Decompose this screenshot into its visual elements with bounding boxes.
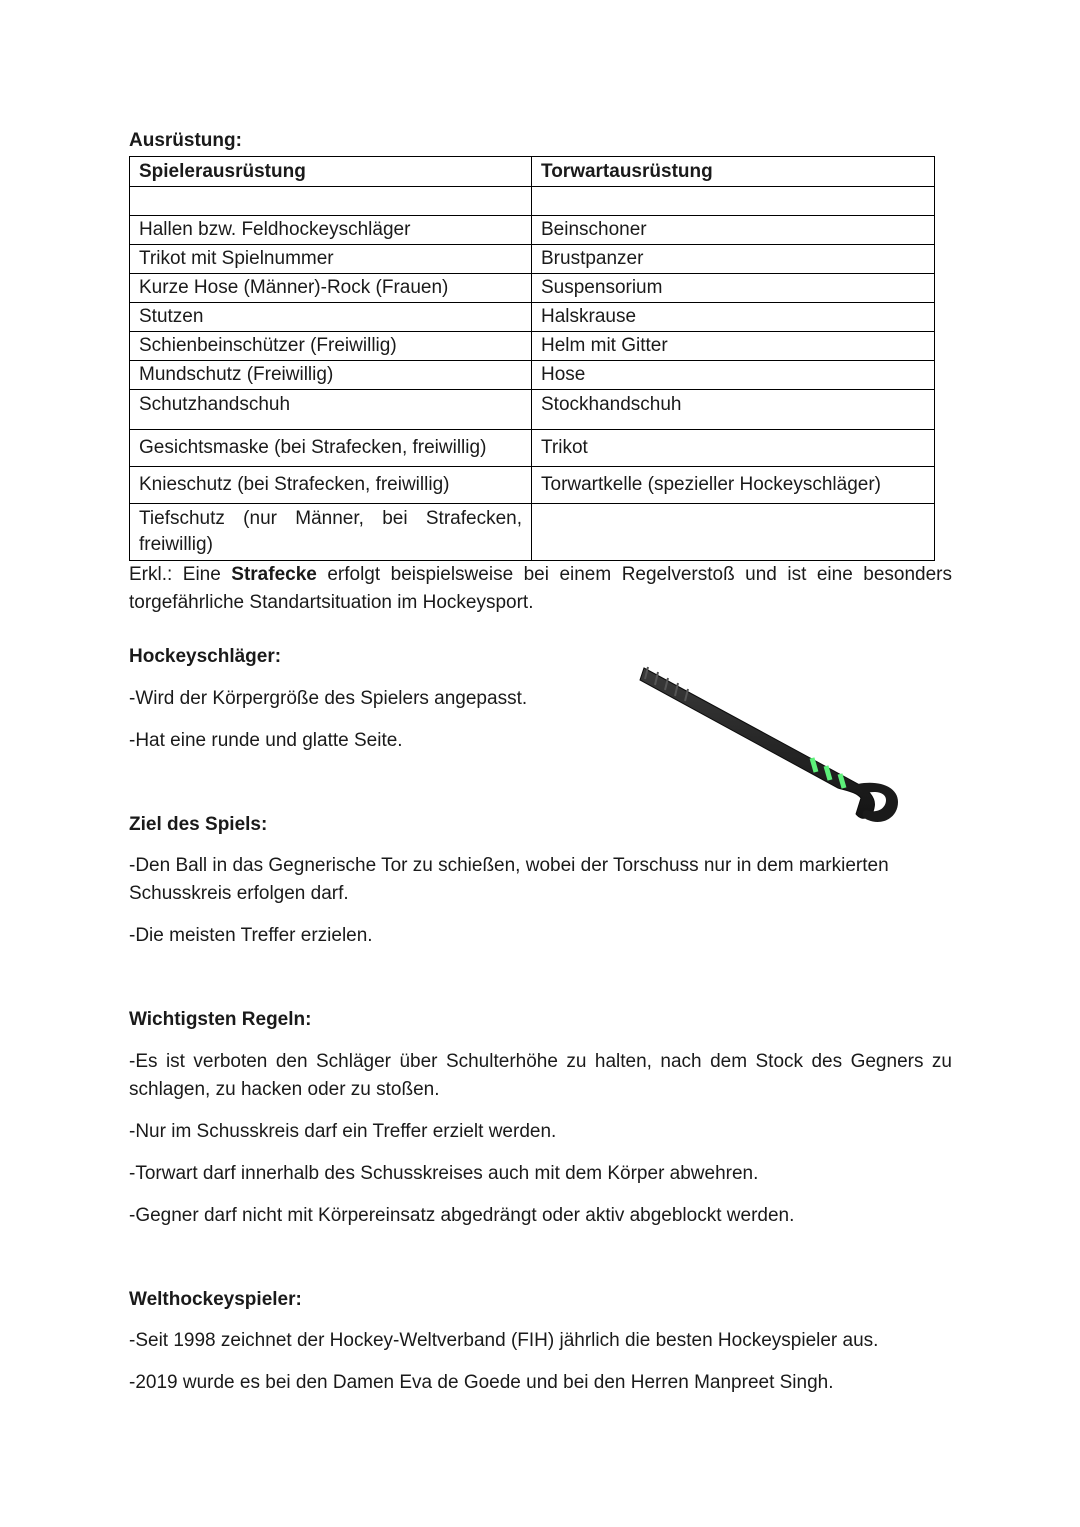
rule-item: -Es ist verboten den Schläger über Schulterhöhe zu halten, nach dem Stock des Gegners zu schlagen, zu hacken oder zu stoßen.	[129, 1051, 952, 1100]
equipment-table	[129, 156, 935, 561]
table-row	[130, 187, 935, 216]
table-cell: Gesichtsmaske (bei Strafecken, freiwillig)	[130, 430, 532, 467]
table-cell: Stockhandschuh	[532, 390, 935, 430]
table-cell: Kurze Hose (Männer)-Rock (Frauen)	[130, 274, 532, 303]
rule-item: -Nur im Schusskreis darf ein Treffer erzielt werden.	[129, 1121, 557, 1142]
table-cell: Schienbeinschützer (Freiwillig)	[130, 332, 532, 361]
rules-title: Wichtigsten Regeln:	[129, 1009, 312, 1030]
players-title: Welthockeyspieler:	[129, 1289, 302, 1310]
table-cell	[532, 504, 935, 561]
column-header-goalkeeper: Torwartausrüstung	[532, 157, 935, 187]
table-cell: Beinschoner	[532, 216, 935, 245]
equipment-title: Ausrüstung:	[129, 130, 242, 151]
table-cell: Knieschutz (bei Strafecken, freiwillig)	[130, 467, 532, 504]
table-row	[130, 430, 935, 467]
hockey-stick-image	[636, 658, 906, 838]
table-cell: Mundschutz (Freiwillig)	[130, 361, 532, 390]
goal-title: Ziel des Spiels:	[129, 814, 268, 835]
table-cell: Halskrause	[532, 303, 935, 332]
equipment-section	[129, 128, 952, 617]
column-header-player: Spielerausrüstung	[130, 157, 532, 187]
table-cell: Hose	[532, 361, 935, 390]
table-row	[130, 274, 935, 303]
goal-item: -Die meisten Treffer erzielen.	[129, 925, 373, 946]
table-row	[130, 504, 935, 561]
rules-section	[129, 1007, 952, 1230]
players-item: -2019 wurde es bei den Damen Eva de Goede und bei den Herren Manpreet Singh.	[129, 1372, 834, 1393]
goal-item: -Den Ball in das Gegnerische Tor zu schießen, wobei der Torschuss nur in dem markierten Schusskreis erfolgen darf.	[129, 855, 889, 904]
note-bold-term: Strafecke	[231, 564, 317, 585]
table-row	[130, 303, 935, 332]
rule-item: -Torwart darf innerhalb des Schusskreises auch mit dem Körper abwehren.	[129, 1163, 759, 1184]
table-cell: Tiefschutz (nur Männer, bei Strafecken, freiwillig)	[130, 504, 532, 561]
table-row	[130, 361, 935, 390]
table-cell	[532, 187, 935, 216]
table-cell: Brustpanzer	[532, 245, 935, 274]
players-section	[129, 1287, 952, 1397]
strafecke-note: Erkl.: Eine Strafecke erfolgt beispielsweise bei einem Regelverstoß und ist eine besonders torgefährliche Standartsituation im Hockeysport.	[129, 564, 952, 613]
table-cell: Hallen bzw. Feldhockeyschläger	[130, 216, 532, 245]
table-row	[130, 467, 935, 504]
stick-title: Hockeyschläger:	[129, 646, 282, 667]
table-row	[130, 390, 935, 430]
table-cell: Trikot mit Spielnummer	[130, 245, 532, 274]
goal-section	[129, 812, 952, 950]
table-cell: Suspensorium	[532, 274, 935, 303]
table-cell: Trikot	[532, 430, 935, 467]
stick-item: -Hat eine runde und glatte Seite.	[129, 730, 403, 751]
table-row	[130, 216, 935, 245]
table-cell: Torwartkelle (spezieller Hockeyschläger)	[532, 467, 935, 504]
table-cell	[130, 187, 532, 216]
stick-item: -Wird der Körpergröße des Spielers angepasst.	[129, 688, 528, 709]
table-row	[130, 332, 935, 361]
table-row	[130, 245, 935, 274]
table-cell: Helm mit Gitter	[532, 332, 935, 361]
table-cell: Schutzhandschuh	[130, 390, 532, 430]
rule-item: -Gegner darf nicht mit Körpereinsatz abgedrängt oder aktiv abgeblockt werden.	[129, 1205, 795, 1226]
players-item: -Seit 1998 zeichnet der Hockey-Weltverband (FIH) jährlich die besten Hockeyspieler aus.	[129, 1330, 879, 1351]
table-cell: Stutzen	[130, 303, 532, 332]
